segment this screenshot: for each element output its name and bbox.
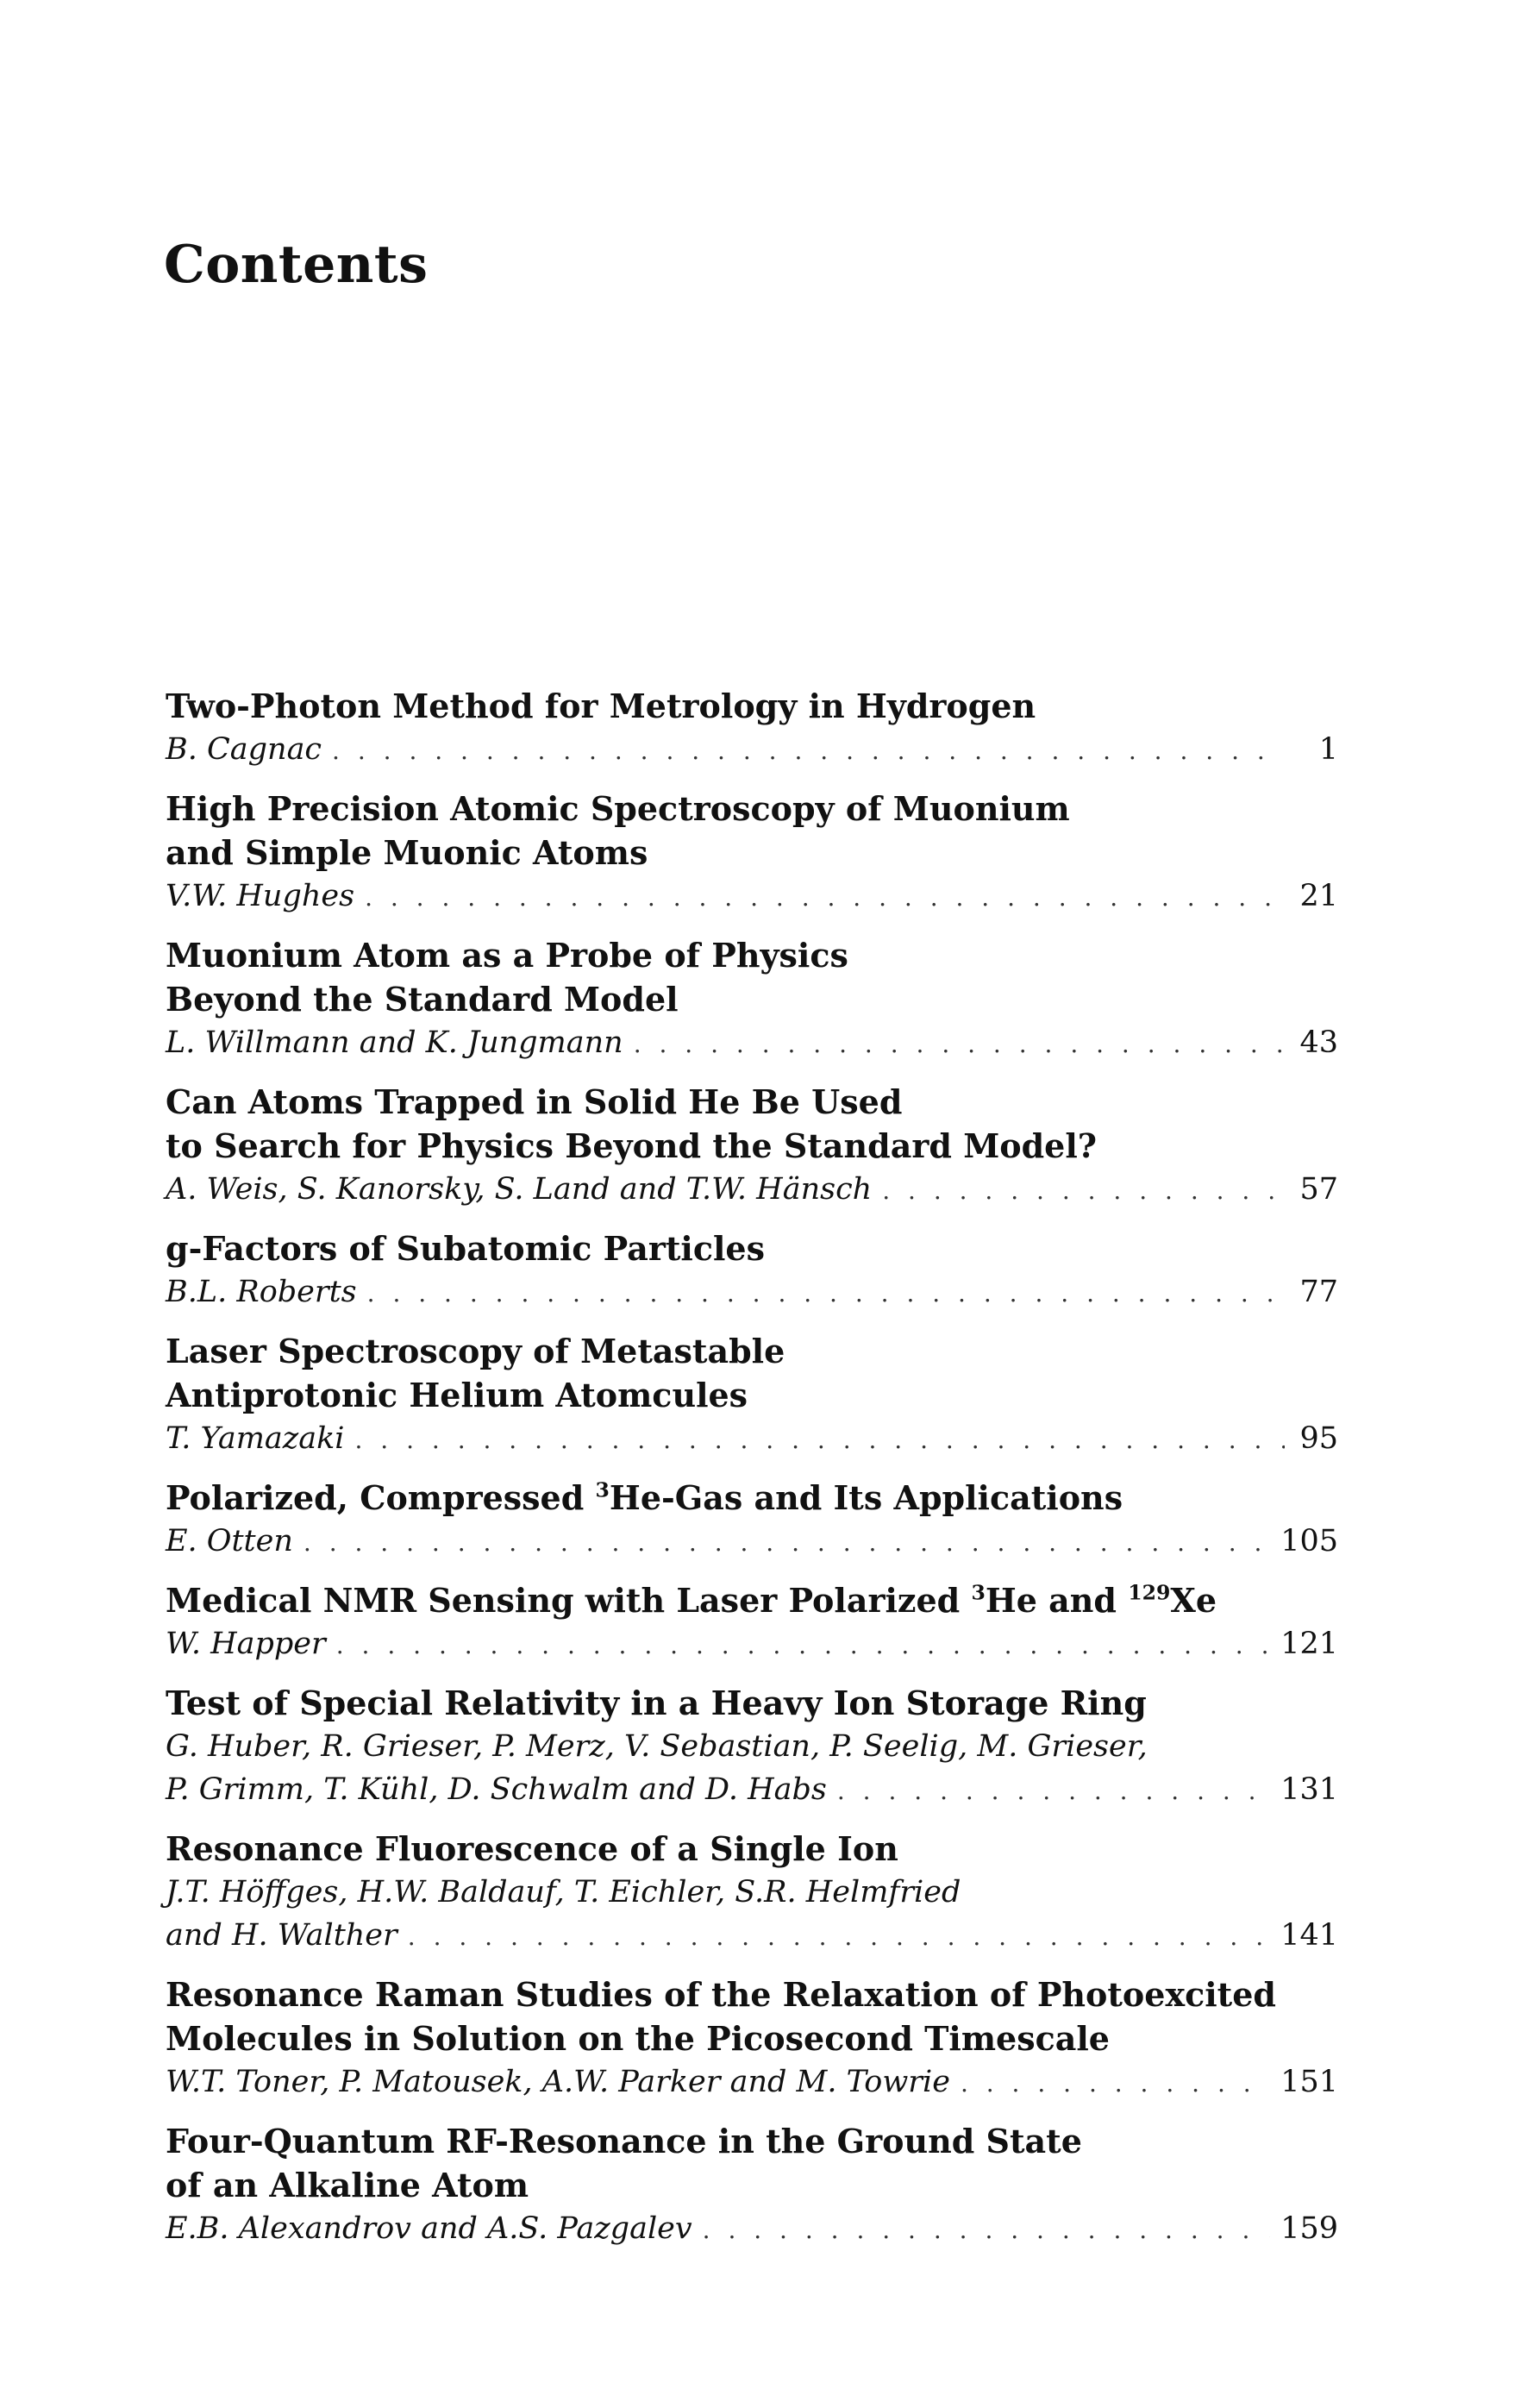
toc-entry xyxy=(166,1080,1338,1213)
dot-leader xyxy=(332,730,1285,773)
title-text: Medical NMR Sensing with Laser Polarized xyxy=(166,1581,972,1620)
page-number: 57 xyxy=(1299,1172,1338,1207)
dot-leader xyxy=(961,2062,1270,2105)
dot-leader xyxy=(367,1272,1285,1315)
entry-authors: B.L. Roberts xyxy=(166,1275,357,1309)
entry-authors: J.T. Höffges, H.W. Baldauf, T. Eichler, S.R. Helmfried xyxy=(166,1875,961,1909)
entry-title: of an Alkaline Atom xyxy=(166,2166,529,2204)
page-number: 1 xyxy=(1318,732,1338,767)
entry-title: g-Factors of Subatomic Particles xyxy=(166,1229,765,1268)
toc-entry xyxy=(166,1681,1338,1813)
isotope-superscript: 3 xyxy=(595,1477,610,1502)
entry-title: Laser Spectroscopy of Metastable xyxy=(166,1332,785,1370)
page-number: 131 xyxy=(1280,1772,1338,1807)
entry-byline xyxy=(166,2060,1338,2105)
entry-byline xyxy=(166,1270,1338,1315)
entry-title: Test of Special Relativity in a Heavy Ion Storage Ring xyxy=(166,1684,1147,1722)
title-text: Xe xyxy=(1170,1581,1217,1620)
entry-title: Beyond the Standard Model xyxy=(166,980,679,1019)
entry-authors: W.T. Toner, P. Matousek, A.W. Parker and M. Towrie xyxy=(166,2065,950,2099)
entry-title: Can Atoms Trapped in Solid He Be Used xyxy=(166,1082,903,1121)
toc-entry xyxy=(166,1329,1338,1462)
entry-byline xyxy=(166,875,1338,919)
page-number: 77 xyxy=(1299,1275,1338,1309)
entry-authors: E.B. Alexandrov and A.S. Pazgalev xyxy=(166,2211,692,2246)
dot-leader xyxy=(365,876,1285,919)
dot-leader xyxy=(703,2209,1271,2252)
entry-byline xyxy=(166,1768,1338,1813)
dot-leader xyxy=(336,1624,1270,1667)
entry-authors: P. Grimm, T. Kühl, D. Schwalm and D. Habs xyxy=(166,1772,827,1807)
entry-authors: T. Yamazaki xyxy=(166,1421,345,1456)
title-text: He-Gas and Its Applications xyxy=(609,1478,1123,1517)
toc-entry xyxy=(166,684,1338,773)
page-number: 95 xyxy=(1299,1421,1338,1456)
toc-entry xyxy=(166,1476,1338,1565)
entry-authors: V.W. Hughes xyxy=(166,879,355,913)
entry-title: Muonium Atom as a Probe of Physics xyxy=(166,936,848,975)
entry-title: to Search for Physics Beyond the Standard Model? xyxy=(166,1126,1098,1165)
page-number: 159 xyxy=(1280,2211,1338,2246)
isotope-superscript: 129 xyxy=(1128,1580,1171,1605)
entry-byline xyxy=(166,1417,1338,1462)
dot-leader xyxy=(634,1023,1285,1066)
entry-authors: A. Weis, S. Kanorsky, S. Land and T.W. Hänsch xyxy=(166,1172,873,1207)
entry-byline xyxy=(166,1168,1338,1213)
entry-byline xyxy=(166,1520,1338,1565)
isotope-superscript: 3 xyxy=(971,1580,986,1605)
dot-leader xyxy=(837,1770,1270,1813)
entry-title: Resonance Fluorescence of a Single Ion xyxy=(166,1829,898,1868)
title-text: He and xyxy=(985,1581,1129,1620)
entry-title xyxy=(166,1578,1338,1622)
title-text: Polarized, Compressed xyxy=(166,1478,596,1517)
dot-leader xyxy=(354,1419,1285,1462)
toc-entry xyxy=(166,933,1338,1066)
page-number: 121 xyxy=(1280,1627,1338,1661)
dot-leader xyxy=(304,1521,1270,1565)
entry-title: Resonance Raman Studies of the Relaxation of Photoexcited xyxy=(166,1975,1276,2014)
entry-title: Antiprotonic Helium Atomcules xyxy=(166,1376,748,1414)
page-number: 141 xyxy=(1280,1918,1338,1953)
entry-authors: W. Happer xyxy=(166,1627,326,1661)
entry-authors: L. Willmann and K. Jungmann xyxy=(166,1025,623,1060)
entry-authors: and H. Walther xyxy=(166,1918,397,1953)
entry-title: Molecules in Solution on the Picosecond Timescale xyxy=(166,2019,1110,2058)
page-number: 43 xyxy=(1299,1025,1338,1060)
entry-byline xyxy=(166,1914,1338,1959)
entry-title: and Simple Muonic Atoms xyxy=(166,833,648,872)
toc-entry xyxy=(166,2119,1338,2252)
entry-title: High Precision Atomic Spectroscopy of Muonium xyxy=(166,789,1070,828)
toc-entry xyxy=(166,787,1338,919)
entry-byline xyxy=(166,1021,1338,1066)
toc-entry xyxy=(166,1972,1338,2105)
dot-leader xyxy=(882,1170,1285,1213)
entry-byline xyxy=(166,1622,1338,1667)
entry-authors: G. Huber, R. Grieser, P. Merz, V. Sebastian, P. Seelig, M. Grieser, xyxy=(166,1729,1148,1764)
toc-entry xyxy=(166,1226,1338,1315)
page-number: 105 xyxy=(1280,1524,1338,1558)
entry-title xyxy=(166,1476,1338,1520)
entry-title: Two-Photon Method for Metrology in Hydrogen xyxy=(166,687,1036,725)
dot-leader xyxy=(408,1916,1270,1959)
entry-authors: B. Cagnac xyxy=(166,732,322,767)
entry-byline xyxy=(166,728,1338,773)
table-of-contents xyxy=(166,684,1338,2266)
entry-byline xyxy=(166,2207,1338,2252)
toc-entry xyxy=(166,1827,1338,1959)
entry-authors: E. Otten xyxy=(166,1524,293,1558)
entry-title: Four-Quantum RF-Resonance in the Ground State xyxy=(166,2122,1082,2160)
page-number: 151 xyxy=(1280,2065,1338,2099)
page-number: 21 xyxy=(1299,879,1338,913)
toc-entry xyxy=(166,1578,1338,1667)
page-title: Contents xyxy=(164,235,429,295)
